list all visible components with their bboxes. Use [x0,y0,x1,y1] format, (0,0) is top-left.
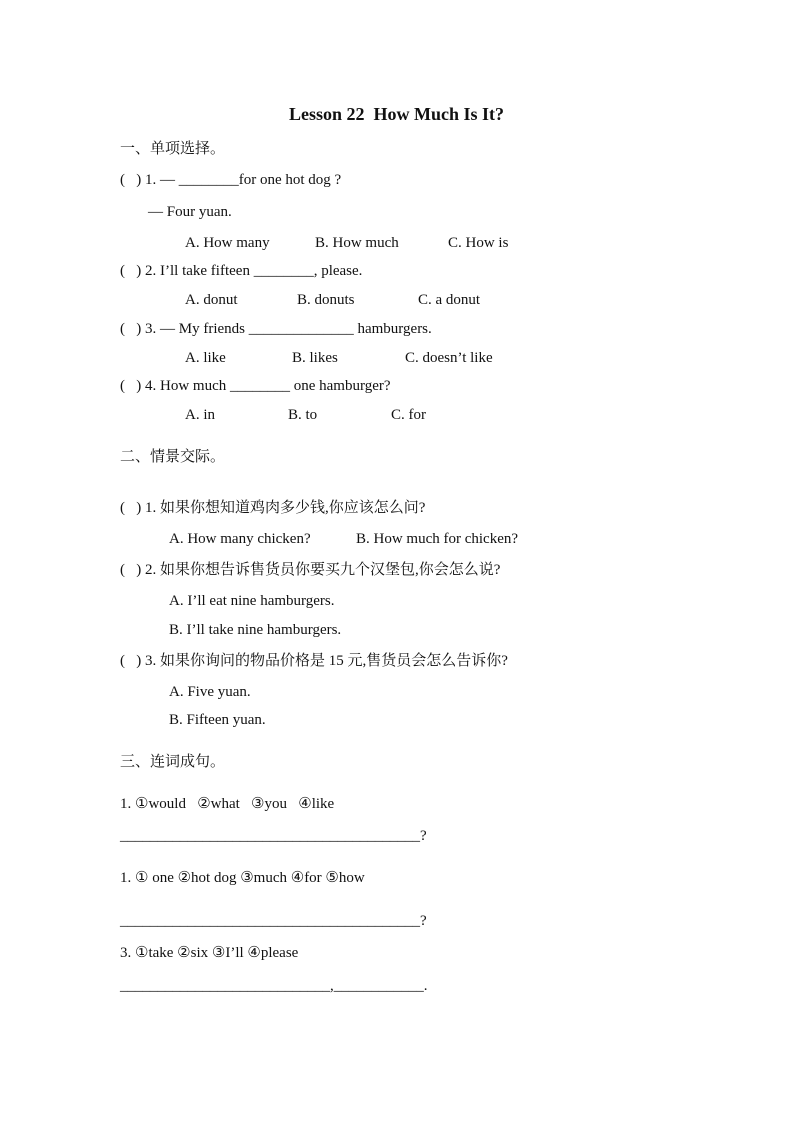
question-stem: ( ) 1. — ________for one hot dog ? [120,172,342,188]
section-heading: 三、连词成句。 [120,752,226,770]
question-stem: ( ) 2. I’ll take fifteen ________, please. [120,263,363,279]
word-list: 1. ① one ②hot dog ③much ④for ⑤how [120,870,365,886]
option: A. Five yuan. [169,684,251,700]
option: B. likes [292,350,338,366]
option: B. How much [315,235,399,251]
answer-blank[interactable]: ________________________________________? [120,913,427,929]
question-stem: ( ) 2. 如果你想告诉售货员你要买九个汉堡包,你会怎么说? [120,562,501,578]
option: A. I’ll eat nine hamburgers. [169,593,335,609]
option: A. in [185,407,215,423]
option: A. like [185,350,226,366]
answer-blank[interactable]: ____________________________,____________. [120,978,428,994]
word-list: 1. ①would ②what ③you ④like [120,796,335,812]
option: C. for [391,407,426,423]
question-sub: — Four yuan. [148,204,232,220]
word-list: 3. ①take ②six ③I’ll ④please [120,945,299,961]
option: C. How is [448,235,509,251]
option: B. to [288,407,318,423]
page-title: Lesson 22 How Much Is It? [288,104,505,124]
option: B. I’ll take nine hamburgers. [169,622,342,638]
option: A. How many chicken? [169,531,311,547]
option: A. donut [185,292,238,308]
answer-blank[interactable]: ________________________________________? [120,828,427,844]
section-heading: 二、情景交际。 [120,447,226,465]
option: B. Fifteen yuan. [169,712,266,728]
option: B. How much for chicken? [356,531,519,547]
option: C. doesn’t like [405,350,493,366]
question-stem: ( ) 4. How much ________ one hamburger? [120,378,391,394]
question-stem: ( ) 1. 如果你想知道鸡肉多少钱,你应该怎么问? [120,500,426,516]
question-stem: ( ) 3. 如果你询问的物品价格是 15 元,售货员会怎么告诉你? [120,653,508,669]
option: A. How many [185,235,270,251]
section-heading: 一、单项选择。 [120,139,226,157]
question-stem: ( ) 3. — My friends ______________ hamburgers. [120,321,432,337]
option: B. donuts [297,292,355,308]
option: C. a donut [418,292,481,308]
